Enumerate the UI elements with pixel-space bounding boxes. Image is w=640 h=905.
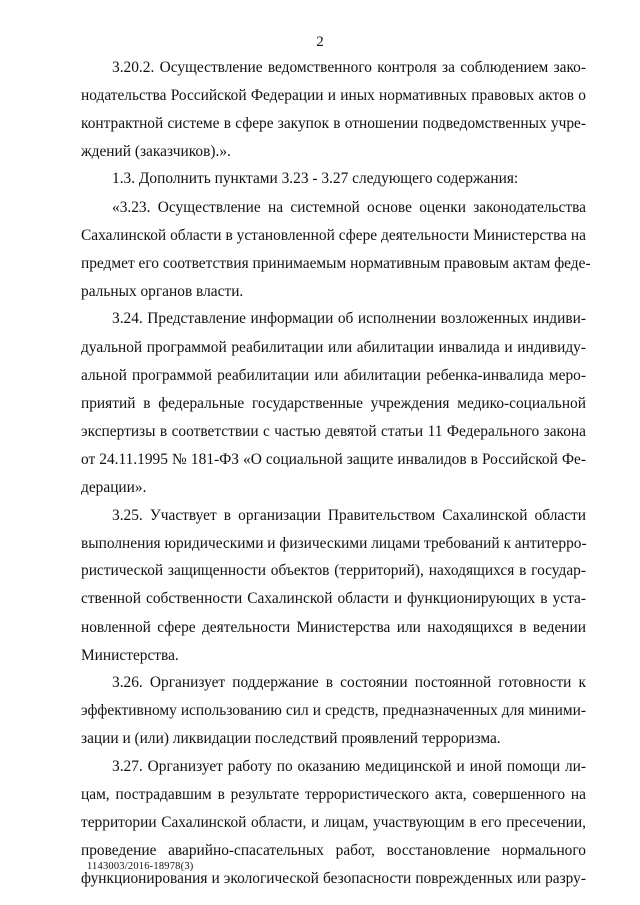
text-line: новленной сфере деятельности Министерства или находящихся в ведении (81, 619, 586, 636)
text-line: зации и (или) ликвидации последствий проявлений терроризма. (81, 730, 501, 747)
text-line: нодательства Российской Федерации и иных нормативных правовых актов о (81, 87, 586, 104)
text-line: 1.3. Дополнить пунктами 3.23 - 3.27 следующего содержания: (112, 170, 519, 187)
text-line: альной программой реабилитации или абилитации ребенка-инвалида меро- (81, 367, 586, 384)
text-line: дерации». (81, 479, 147, 496)
text-line: цам, пострадавшим в результате террористического акта, совершенного на (81, 786, 586, 803)
document-code: 1143003/2016-18978(3) (87, 861, 194, 872)
text-line: 3.20.2. Осуществление ведомственного контроля за соблюдением зако- (112, 59, 586, 76)
text-line: 3.24. Представление информации об исполнении возложенных индиви- (112, 310, 586, 327)
text-line: «3.23. Осуществление на системной основе оценки законодательства (112, 199, 586, 216)
text-line: ристической защищенности объектов (территорий), находящихся в государ- (81, 562, 586, 579)
text-line: территории Сахалинской области, и лицам, участвующим в его пресечении, (81, 814, 586, 831)
text-line: функционирования и экологической безопасности поврежденных или разру- (81, 870, 586, 887)
text-line: экспертизы в соответствии с частью девятой статьи 11 Федерального закона (81, 423, 586, 440)
text-line: 3.27. Организует работу по оказанию медицинской и иной помощи ли- (112, 758, 586, 775)
text-line: Министерства. (81, 647, 179, 664)
text-line: 3.25. Участвует в организации Правительством Сахалинской области (112, 507, 586, 524)
text-line: выполнения юридическими и физическими лицами требований к антитерро- (81, 535, 587, 552)
page-number: 2 (316, 34, 324, 50)
text-line: ственной собственности Сахалинской области и функционирующих в уста- (81, 590, 586, 607)
text-line: от 24.11.1995 № 181-ФЗ «О социальной защите инвалидов в Российской Фе- (81, 451, 586, 468)
text-line: Сахалинской области в установленной сфере деятельности Министерства на (81, 227, 586, 244)
text-line: предмет его соответствия принимаемым нормативным правовым актам феде- (81, 255, 591, 272)
text-line: эффективному использованию сил и средств, предназначенных для миними- (81, 702, 586, 719)
text-line: контрактной системе в сфере закупок в отношении подведомственных учре- (81, 115, 586, 132)
text-line: проведение аварийно-спасательных работ, восстановление нормального (81, 842, 586, 859)
text-line: ждений (заказчиков).». (81, 143, 231, 160)
text-line: приятий в федеральные государственные учреждения медико-социальной (81, 395, 586, 412)
text-line: дуальной программой реабилитации или абилитации инвалида и индивиду- (81, 339, 586, 356)
text-line: ральных органов власти. (81, 283, 244, 300)
text-line: 3.26. Организует поддержание в состоянии постоянной готовности к (112, 674, 586, 691)
